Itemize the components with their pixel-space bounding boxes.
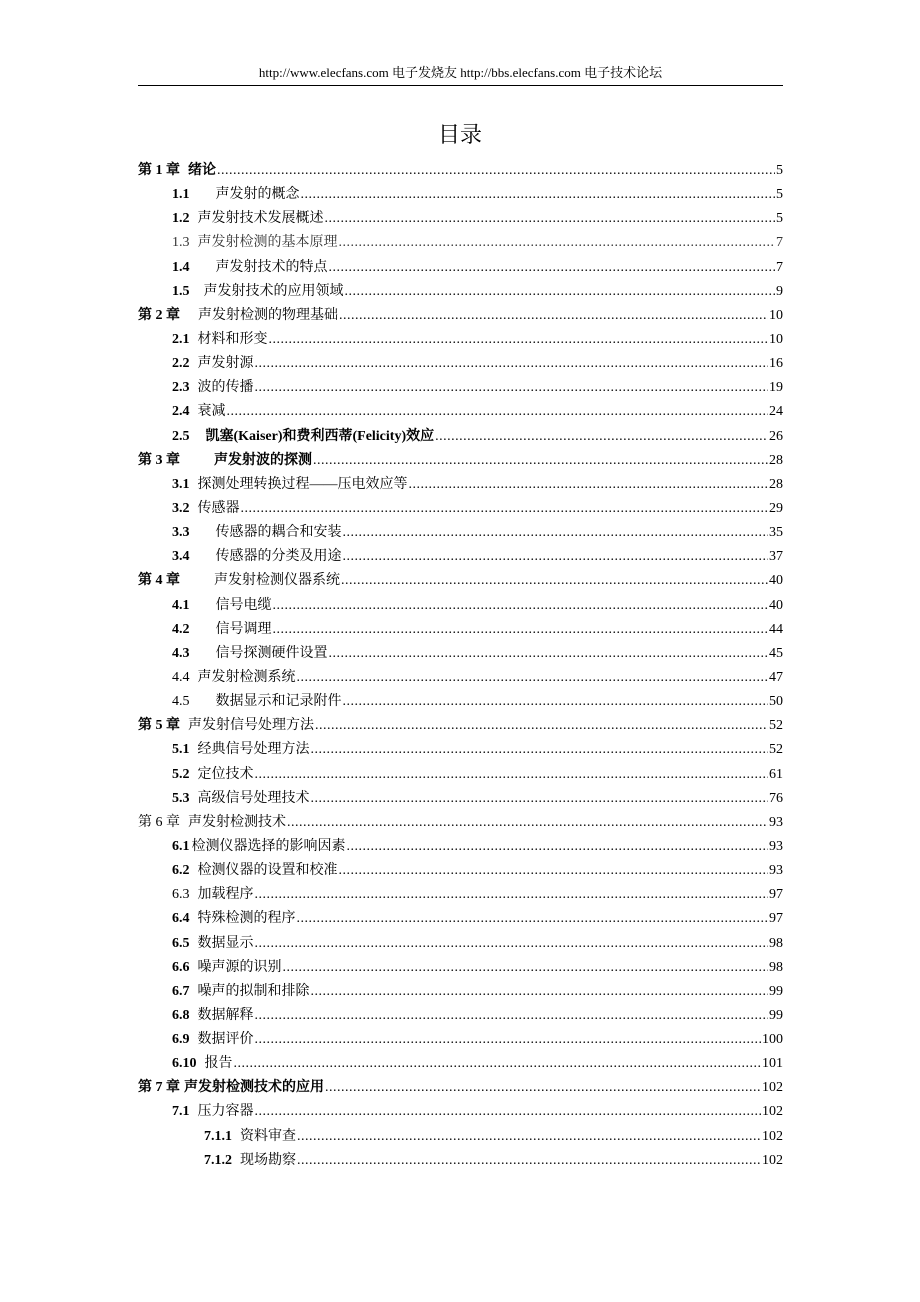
toc-page: 61 [769, 766, 783, 782]
toc-num: 第 1 章 [138, 163, 180, 178]
toc-num: 7.1.1 [204, 1128, 232, 1144]
toc-num: 6.4 [172, 911, 190, 927]
toc-num: 1.1 [172, 187, 190, 203]
toc-page: 19 [769, 380, 783, 396]
leader-dots [347, 837, 769, 857]
toc-num: 5.1 [172, 742, 190, 758]
toc-title: 数据显示 [197, 935, 254, 951]
toc-page: 24 [769, 404, 783, 420]
toc-num: 4.3 [172, 645, 190, 661]
toc-entry-3-3[interactable] [138, 523, 783, 547]
leader-dots [325, 209, 776, 229]
toc-entry-1-5[interactable] [138, 282, 783, 306]
toc-page: 102 [762, 1128, 783, 1144]
toc-title: 声发射检测的物理基础 [198, 307, 338, 323]
toc-num: 3.3 [172, 525, 190, 541]
leader-dots [297, 909, 769, 929]
toc-num: 4.5 [172, 694, 190, 710]
leader-dots [255, 934, 769, 954]
toc-entry-2-1[interactable] [138, 330, 783, 354]
toc-entry-5-2[interactable] [138, 765, 783, 789]
leader-dots [297, 1127, 761, 1147]
toc-entry-1-4[interactable] [138, 258, 783, 282]
leader-dots [269, 330, 769, 350]
toc-num: 6.2 [172, 863, 190, 879]
toc-num: 3.4 [172, 549, 190, 565]
toc-page: 47 [769, 669, 783, 685]
toc-num: 3.1 [172, 476, 190, 492]
toc-num: 4.4 [172, 669, 190, 685]
toc-entry-6-4[interactable] [138, 909, 783, 933]
leader-dots [301, 185, 776, 205]
toc-page: 52 [769, 742, 783, 758]
toc-page: 99 [769, 983, 783, 999]
toc-title: 目录 [437, 122, 482, 147]
toc-entry-3-2[interactable] [138, 499, 783, 523]
toc-page: 50 [769, 694, 783, 710]
toc-title: 声发射检测技术的应用 [184, 1080, 324, 1096]
toc-title: 凯塞(Kaiser)和费利西蒂(Felicity)效应 [205, 428, 435, 444]
toc-entry-6-1[interactable] [138, 837, 783, 861]
header-rule [138, 85, 783, 86]
toc-title: 定位技术 [197, 766, 254, 782]
leader-dots [255, 765, 769, 785]
toc-page: 45 [769, 645, 783, 661]
toc-num: 7.1.2 [204, 1152, 232, 1168]
toc-page: 29 [769, 500, 783, 516]
toc-title: 传感器的分类及用途 [215, 549, 342, 565]
toc-title: 噪声的拟制和排除 [197, 983, 310, 999]
toc-page: 99 [769, 1007, 783, 1023]
leader-dots [343, 692, 769, 712]
toc-page: 28 [769, 476, 783, 492]
toc-title: 报告 [204, 1056, 233, 1072]
toc-num: 2.1 [172, 331, 190, 347]
toc-title: 高级信号处理技术 [197, 790, 310, 806]
toc-entry-ch4[interactable] [138, 571, 783, 595]
toc-num: 6.9 [172, 1032, 190, 1048]
toc-entry-7-1-2[interactable] [138, 1151, 783, 1175]
toc-title: 声发射技术发展概述 [197, 211, 324, 227]
toc-title: 噪声源的识别 [197, 959, 282, 975]
toc-num: 7.1 [172, 1104, 190, 1120]
page-header: http://www.elecfans.com 电子发烧友 http://bbs.elecfans.com 电子技术论坛 [258, 65, 663, 80]
leader-dots [241, 499, 769, 519]
toc-page: 5 [776, 187, 783, 203]
leader-dots [409, 475, 769, 495]
toc-num: 6.7 [172, 983, 190, 999]
toc-title: 传感器 [197, 500, 240, 516]
toc-title: 数据评价 [197, 1032, 254, 1048]
leader-dots [234, 1054, 762, 1074]
toc-entry-7-1[interactable] [138, 1102, 783, 1126]
toc-num: 4.2 [172, 621, 190, 637]
leader-dots [311, 740, 769, 760]
toc-entry-1-2[interactable] [138, 209, 783, 233]
leader-dots [313, 451, 768, 471]
toc-entry-4-1[interactable] [138, 596, 783, 620]
toc-entry-ch5[interactable] [138, 716, 783, 740]
toc-page: 76 [769, 790, 783, 806]
toc-entry-4-2[interactable] [138, 620, 783, 644]
toc-title: 传感器的耦合和安装 [215, 525, 342, 541]
toc-page: 10 [769, 331, 783, 347]
toc-num: 1.5 [172, 283, 190, 299]
toc-title: 现场勘察 [240, 1152, 296, 1168]
toc-title: 声发射源 [197, 356, 254, 372]
toc-page: 93 [769, 863, 783, 879]
toc-title: 衰减 [197, 404, 226, 420]
toc-page: 10 [769, 307, 783, 323]
toc-num: 2.3 [172, 380, 190, 396]
toc-page: 7 [776, 259, 783, 275]
toc-page: 9 [776, 283, 783, 299]
toc-entry-ch1[interactable] [138, 161, 783, 185]
toc-title: 资料审查 [240, 1128, 296, 1144]
toc-num: 5.2 [172, 766, 190, 782]
toc-entry-6-5[interactable] [138, 934, 783, 958]
toc-title: 声发射波的探测 [214, 452, 312, 468]
toc-num: 第 7 章 [138, 1080, 180, 1096]
toc-page: 93 [769, 838, 783, 854]
toc-page: 98 [769, 935, 783, 951]
toc-page: 98 [769, 959, 783, 975]
toc-num: 1.3 [172, 235, 190, 251]
toc-num: 6.8 [172, 1007, 190, 1023]
leader-dots [297, 1151, 761, 1171]
leader-dots [273, 620, 769, 640]
toc-page: 102 [762, 1152, 783, 1168]
table-of-contents [138, 161, 783, 1175]
toc-num: 第 4 章 [138, 573, 180, 589]
leader-dots [339, 861, 769, 881]
toc-title: 特殊检测的程序 [197, 911, 296, 927]
toc-title: 声发射技术的应用领域 [203, 283, 344, 299]
toc-entry-6-7[interactable] [138, 982, 783, 1006]
toc-entry-3-1[interactable] [138, 475, 783, 499]
toc-page: 102 [762, 1104, 783, 1120]
toc-entry-2-3[interactable] [138, 378, 783, 402]
leader-dots [329, 644, 769, 664]
leader-dots [339, 233, 776, 253]
toc-entry-6-6[interactable] [138, 958, 783, 982]
toc-entry-6-8[interactable] [138, 1006, 783, 1030]
toc-entry-ch7[interactable] [138, 1078, 783, 1102]
leader-dots [283, 958, 769, 978]
leader-dots [287, 813, 768, 833]
toc-page: 35 [769, 525, 783, 541]
leader-dots [339, 306, 768, 326]
toc-page: 26 [769, 428, 783, 444]
toc-num: 6.10 [172, 1056, 197, 1072]
toc-entry-ch3[interactable] [138, 451, 783, 475]
toc-entry-6-10[interactable] [138, 1054, 783, 1078]
toc-entry-1-3[interactable] [138, 233, 783, 257]
toc-title: 数据显示和记录附件 [215, 694, 342, 710]
toc-entry-6-2[interactable] [138, 861, 783, 885]
toc-num: 5.3 [172, 790, 190, 806]
toc-page: 5 [776, 163, 783, 178]
toc-title: 信号电缆 [215, 597, 272, 613]
leader-dots [315, 716, 768, 736]
toc-title: 材料和形变 [197, 331, 268, 347]
toc-num: 2.4 [172, 404, 190, 420]
toc-entry-2-2[interactable] [138, 354, 783, 378]
toc-page: 40 [769, 573, 783, 589]
toc-entry-1-1[interactable] [138, 185, 783, 209]
toc-title: 声发射检测的基本原理 [197, 235, 338, 251]
toc-title: 检测仪器的设置和校准 [197, 863, 338, 879]
toc-page: 16 [769, 356, 783, 372]
toc-num: 6.3 [172, 887, 190, 903]
leader-dots [255, 1030, 762, 1050]
toc-title: 声发射技术的特点 [215, 259, 328, 275]
toc-num: 2.5 [172, 428, 190, 444]
leader-dots [311, 982, 769, 1002]
leader-dots [255, 1102, 762, 1122]
toc-title: 经典信号处理方法 [197, 742, 310, 758]
toc-entry-4-3[interactable] [138, 644, 783, 668]
toc-page: 44 [769, 621, 783, 637]
toc-page: 97 [769, 887, 783, 903]
toc-entry-7-1-1[interactable] [138, 1127, 783, 1151]
toc-page: 52 [769, 718, 783, 734]
toc-entry-6-3[interactable] [138, 885, 783, 909]
leader-dots [343, 547, 769, 567]
leader-dots [255, 354, 769, 374]
leader-dots [325, 1078, 761, 1098]
toc-num: 第 5 章 [138, 718, 180, 734]
toc-page: 7 [776, 235, 783, 251]
leader-dots [345, 282, 776, 302]
toc-title: 加载程序 [197, 887, 254, 903]
leader-dots [329, 258, 776, 278]
toc-title: 声发射检测系统 [197, 669, 296, 685]
toc-page: 5 [776, 211, 783, 227]
toc-entry-4-4[interactable] [138, 668, 783, 692]
toc-title: 检测仪器选择的影响因素 [191, 838, 346, 854]
toc-title: 探测处理转换过程——压电效应等 [197, 476, 408, 492]
toc-num: 6.5 [172, 935, 190, 951]
toc-title: 波的传播 [197, 380, 254, 396]
leader-dots [255, 885, 769, 905]
toc-page: 102 [762, 1080, 783, 1096]
leader-dots [217, 161, 775, 181]
toc-entry-6-9[interactable] [138, 1030, 783, 1054]
toc-num: 第 3 章 [138, 452, 180, 468]
toc-num: 6.6 [172, 959, 190, 975]
toc-title: 信号调理 [215, 621, 272, 637]
toc-entry-2-4[interactable] [138, 402, 783, 426]
toc-title: 声发射检测仪器系统 [214, 573, 340, 589]
toc-entry-ch6[interactable] [138, 813, 783, 837]
toc-title: 信号探测硬件设置 [215, 645, 328, 661]
toc-num: 4.1 [172, 597, 190, 613]
toc-page: 37 [769, 549, 783, 565]
toc-num: 2.2 [172, 356, 190, 372]
toc-entry-3-4[interactable] [138, 547, 783, 571]
leader-dots [255, 378, 769, 398]
toc-title: 声发射的概念 [215, 187, 300, 203]
toc-num: 第 2 章 [138, 307, 180, 323]
leader-dots [255, 1006, 769, 1026]
toc-entry-5-1[interactable] [138, 740, 783, 764]
toc-title: 数据解释 [197, 1007, 254, 1023]
toc-page: 40 [769, 597, 783, 613]
toc-page: 101 [762, 1056, 783, 1072]
toc-entry-ch2[interactable] [138, 306, 783, 330]
leader-dots [341, 571, 768, 591]
leader-dots [297, 668, 769, 688]
leader-dots [273, 596, 769, 616]
leader-dots [311, 789, 769, 809]
toc-page: 97 [769, 911, 783, 927]
toc-page: 28 [769, 452, 783, 468]
toc-entry-5-3[interactable] [138, 789, 783, 813]
toc-num: 1.4 [172, 259, 190, 275]
toc-title: 绪论 [188, 163, 216, 178]
toc-num: 6.1 [172, 838, 190, 854]
toc-num: 1.2 [172, 211, 190, 227]
toc-page: 93 [769, 814, 783, 830]
toc-title: 压力容器 [197, 1104, 254, 1120]
toc-title: 声发射信号处理方法 [188, 718, 314, 734]
toc-entry-2-5[interactable] [138, 427, 783, 451]
toc-num: 第 6 章 [138, 814, 180, 830]
leader-dots [227, 402, 769, 422]
toc-title: 声发射检测技术 [188, 814, 286, 830]
toc-page: 100 [762, 1032, 783, 1048]
toc-entry-4-5[interactable] [138, 692, 783, 716]
toc-num: 3.2 [172, 500, 190, 516]
leader-dots [435, 427, 768, 447]
leader-dots [343, 523, 769, 543]
